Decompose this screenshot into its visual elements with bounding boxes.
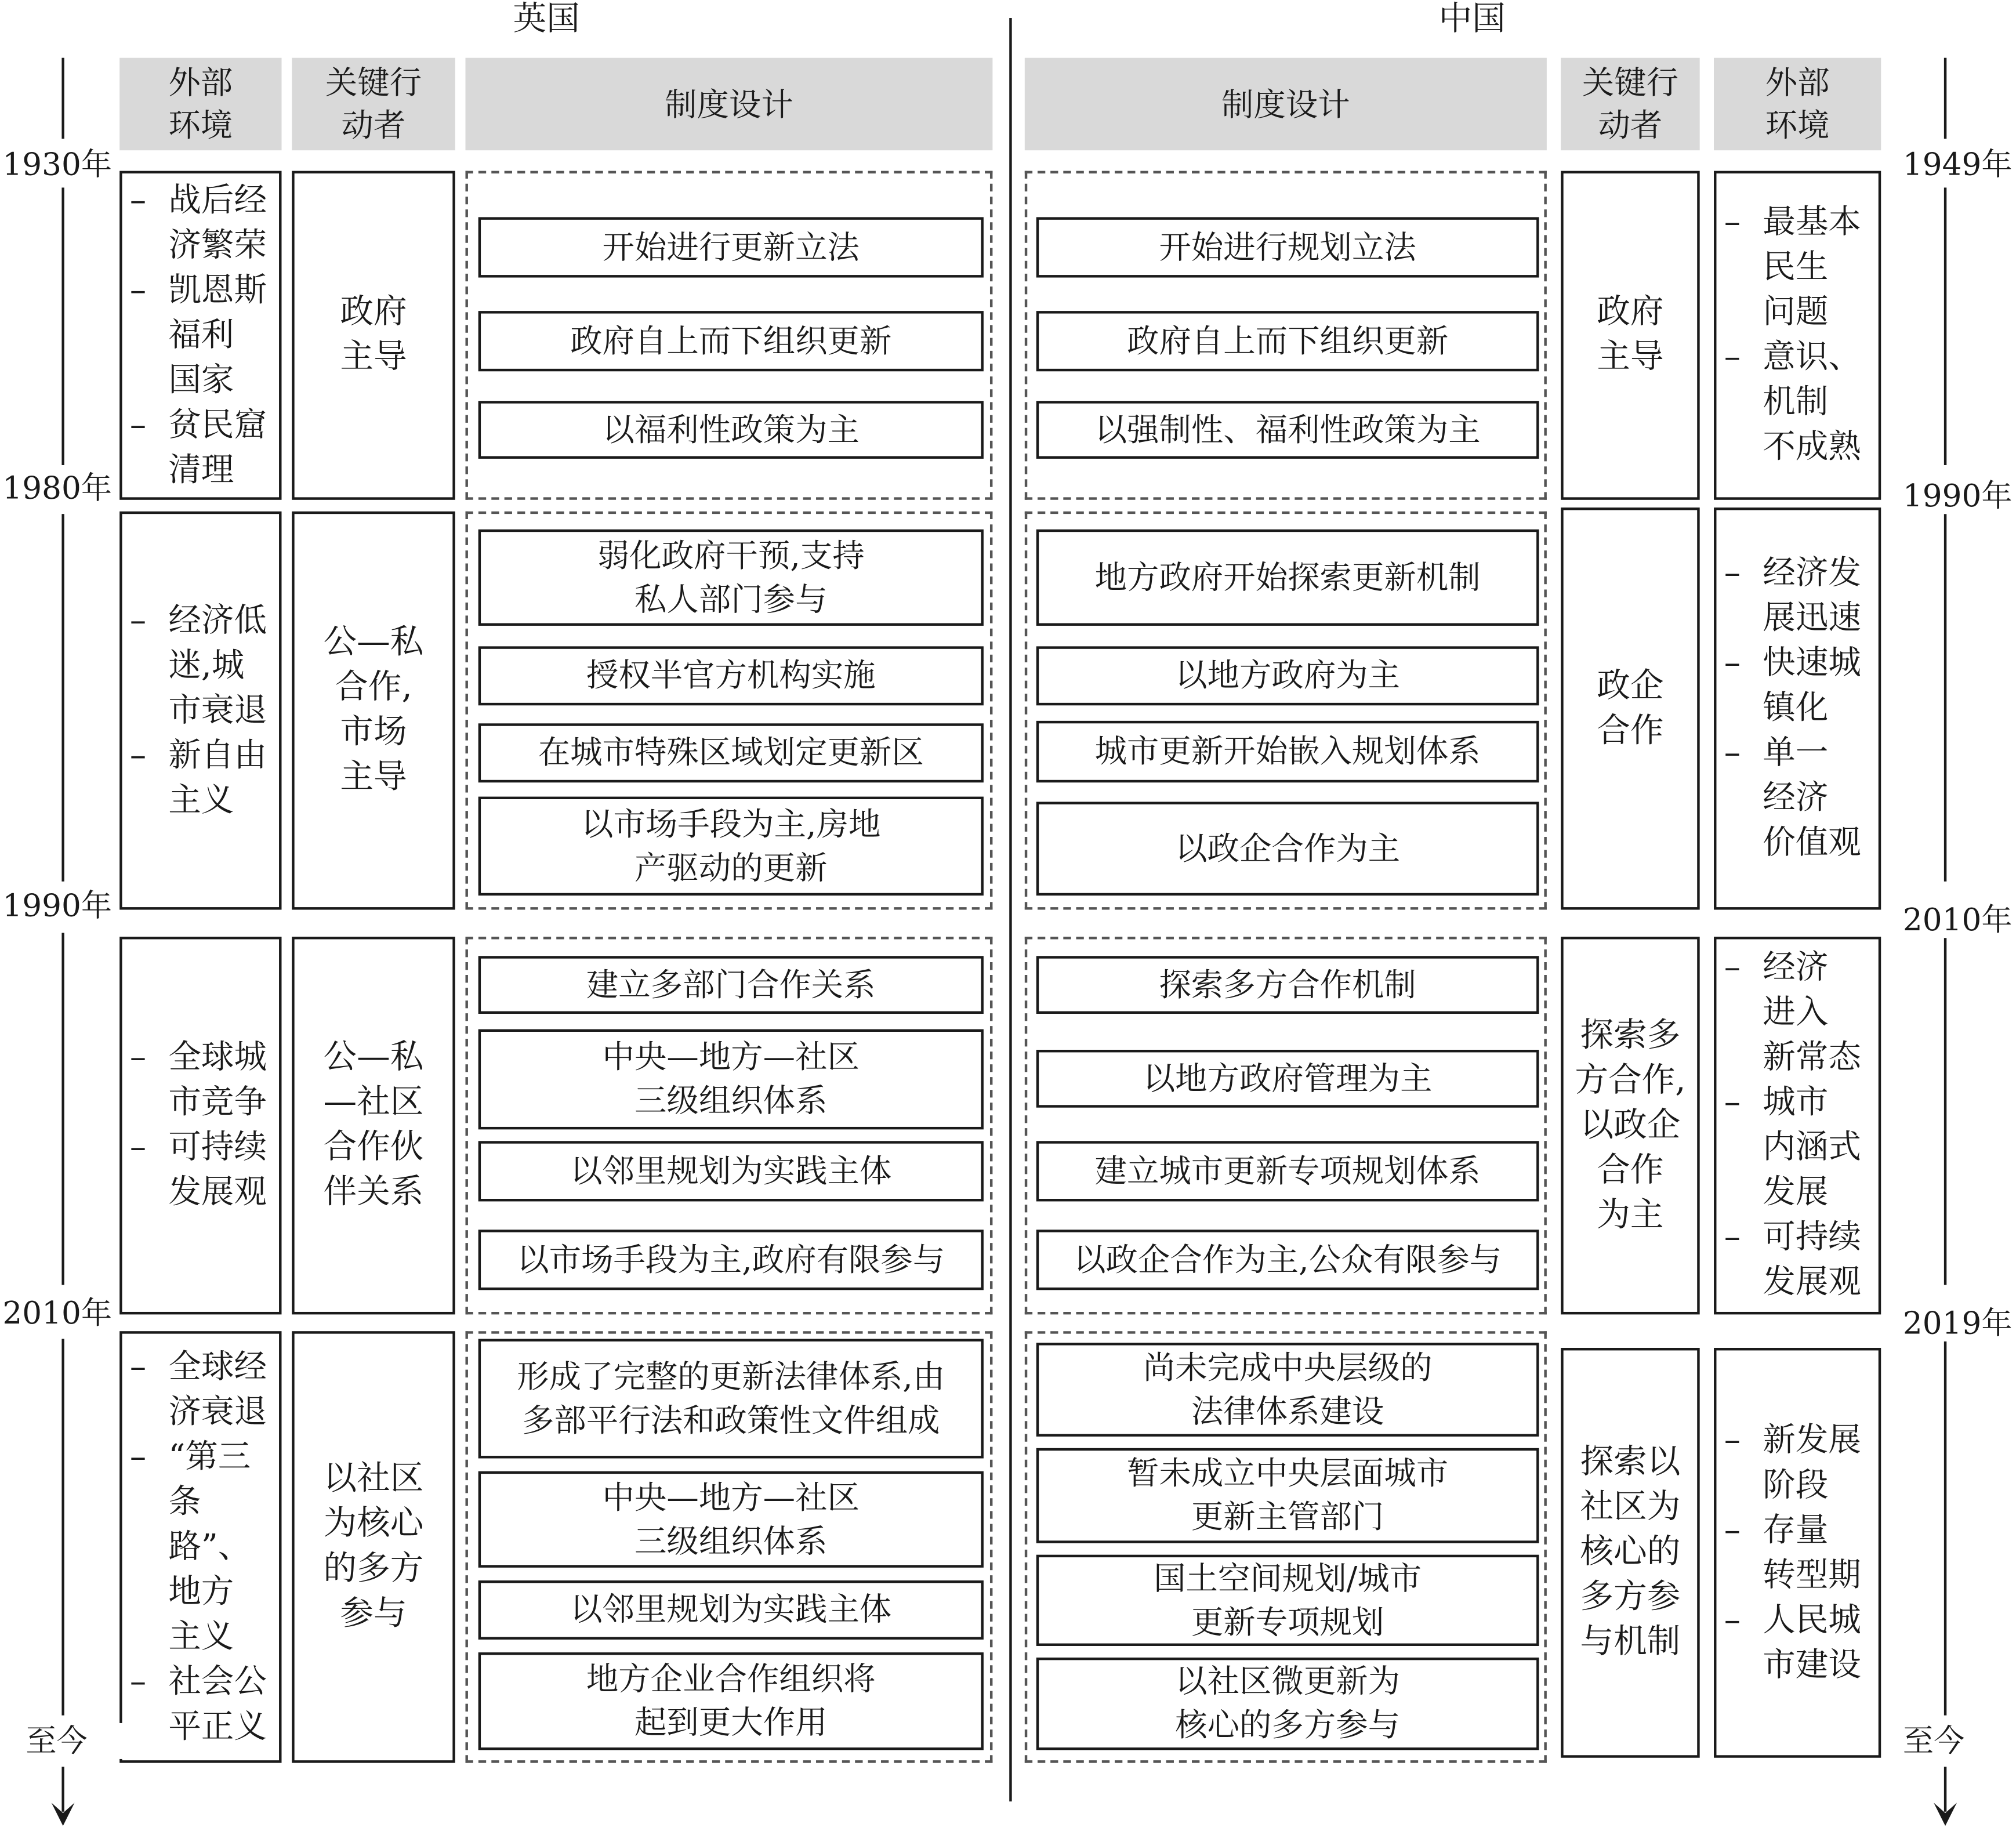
china-design-item: 开始进行规划立法	[1036, 217, 1539, 277]
uk-env-text: 经济低 迷,城 市衰退	[168, 600, 267, 730]
uk-actor-box: 公—私 —社区 合作伙 伴关系	[292, 937, 455, 1314]
china-env-item	[1724, 551, 1861, 641]
china-design-item: 以政企合作为主,公众有限参与	[1036, 1230, 1539, 1290]
china-env-list	[1724, 201, 1861, 470]
uk-header-actor: 关键行 动者	[292, 58, 455, 151]
china-env-box	[1714, 1348, 1881, 1758]
uk-env-item	[130, 268, 267, 403]
china-header-env: 外部 环境	[1714, 58, 1881, 151]
china-actor-box: 政府 主导	[1561, 171, 1699, 500]
china-design-item: 尚未完成中央层级的 法律体系建设	[1036, 1343, 1539, 1437]
china-env-item	[1724, 1508, 1861, 1598]
uk-env-text: 全球城 市竞争	[168, 1038, 267, 1122]
uk-design-item: 开始进行更新立法	[478, 217, 984, 277]
uk-design-item: 形成了完整的更新法律体系,由 多部平行法和政策性文件组成	[478, 1339, 984, 1458]
uk-env-text: 凯恩斯 福利 国家	[168, 270, 267, 399]
china-env-item	[1724, 641, 1861, 731]
china-timeline-axis	[1944, 187, 1946, 465]
china-env-text: 经济 进入 新常态	[1763, 948, 1861, 1077]
uk-design-item: 地方企业合作组织将 起到更大作用	[478, 1652, 984, 1750]
china-env-list	[1724, 946, 1861, 1306]
china-header-design: 制度设计	[1025, 58, 1547, 151]
china-env-text: 单一 经济 价值观	[1763, 734, 1861, 862]
china-design-item: 以强制性、福利性政策为主	[1036, 401, 1539, 459]
china-env-text: 城市 内涵式 发展	[1763, 1083, 1861, 1212]
china-env-text: 可持续 发展观	[1763, 1218, 1861, 1302]
china-year-label: 2019年	[1903, 1306, 2014, 1341]
uk-design-item: 以市场手段为主,房地 产驱动的更新	[478, 797, 984, 896]
china-title: 中国	[1438, 0, 1506, 39]
uk-env-item	[130, 1659, 279, 1749]
uk-timeline-axis	[61, 58, 64, 139]
china-design-item: 以地方政府管理为主	[1036, 1050, 1539, 1108]
uk-actor-box: 以社区 为核心 的多方 参与	[292, 1331, 455, 1763]
uk-env-text: 可持续 发展观	[168, 1128, 267, 1212]
uk-year-label: 1980年	[2, 470, 115, 506]
china-year-label: 1949年	[1903, 147, 2014, 183]
bullet-dash-icon: –	[129, 600, 147, 640]
uk-header-design: 制度设计	[465, 58, 992, 151]
china-timeline-axis	[1944, 58, 1946, 139]
uk-design-item: 以邻里规划为实践主体	[478, 1580, 984, 1640]
uk-env-box	[119, 512, 281, 910]
uk-year-label: 1930年	[2, 147, 115, 183]
china-env-text: 存量 转型期	[1763, 1510, 1861, 1594]
china-env-text: 新发展 阶段	[1763, 1420, 1861, 1504]
uk-timeline-axis	[61, 1339, 64, 1715]
china-env-box	[1714, 937, 1881, 1314]
bullet-dash-icon: –	[1724, 643, 1741, 683]
china-year-label: 1990年	[1903, 478, 2014, 514]
uk-design-item: 以邻里规划为实践主体	[478, 1141, 984, 1201]
uk-env-list	[130, 1344, 279, 1749]
uk-year-label: 1990年	[2, 888, 115, 924]
china-design-item: 地方政府开始探索更新机制	[1036, 530, 1539, 626]
uk-design-item: 中央—地方—社区 三级组织体系	[478, 1029, 984, 1130]
china-actor-box: 政企 合作	[1561, 507, 1699, 909]
uk-env-box	[119, 171, 281, 500]
uk-env-item	[130, 598, 267, 733]
china-env-text: 最基本 民生 问题	[1763, 203, 1861, 332]
china-env-item	[1724, 731, 1861, 866]
uk-env-text: 社会公 平正义	[168, 1662, 267, 1746]
bullet-dash-icon: –	[1724, 203, 1741, 242]
uk-header-env: 外部 环境	[119, 58, 281, 151]
uk-env-item	[130, 1435, 279, 1660]
china-design-item: 以地方政府为主	[1036, 646, 1539, 705]
uk-env-list	[130, 1036, 267, 1216]
uk-env-item	[130, 178, 267, 268]
china-env-text: 快速城 镇化	[1763, 643, 1861, 727]
bullet-dash-icon: –	[1724, 553, 1741, 593]
bullet-dash-icon: –	[1724, 1218, 1741, 1257]
china-env-item	[1724, 1598, 1861, 1688]
bullet-dash-icon: –	[129, 1437, 147, 1476]
bullet-dash-icon: –	[129, 270, 147, 309]
uk-env-item	[130, 1344, 279, 1434]
china-env-text: 经济发 展迅速	[1763, 553, 1861, 637]
uk-design-item: 授权半官方机构实施	[478, 646, 984, 705]
china-timeline-axis	[1944, 514, 1946, 882]
china-design-item: 国土空间规划/城市 更新专项规划	[1036, 1555, 1539, 1646]
bullet-dash-icon: –	[129, 1038, 147, 1077]
china-design-item: 以政企合作为主	[1036, 802, 1539, 895]
uk-design-item: 建立多部门合作关系	[478, 956, 984, 1014]
uk-actor-box: 公—私 合作, 市场 主导	[292, 512, 455, 910]
china-design-item: 建立城市更新专项规划体系	[1036, 1141, 1539, 1201]
bullet-dash-icon: –	[129, 180, 147, 219]
bullet-dash-icon: –	[129, 1128, 147, 1167]
china-env-item	[1724, 335, 1861, 470]
bullet-dash-icon: –	[129, 1662, 147, 1701]
uk-timeline-axis	[61, 187, 64, 465]
china-env-item	[1724, 1418, 1861, 1508]
china-env-list	[1724, 1418, 1861, 1688]
bullet-dash-icon: –	[129, 405, 147, 444]
uk-env-text: “第三 条路”、 地方 主义	[168, 1437, 251, 1656]
china-env-box	[1714, 507, 1881, 909]
bullet-dash-icon: –	[129, 735, 147, 774]
uk-year-label: 至今	[26, 1723, 139, 1759]
china-env-text: 意识、 机制 不成熟	[1763, 338, 1861, 467]
china-design-item: 暂未成立中央层面城市 更新主管部门	[1036, 1448, 1539, 1543]
china-timeline-axis	[1944, 933, 1946, 1285]
uk-design-item: 中央—地方—社区 三级组织体系	[478, 1471, 984, 1568]
uk-env-text: 贫民窟 清理	[168, 405, 267, 489]
uk-env-item	[130, 1126, 267, 1216]
china-actor-box: 探索多 方合作, 以政企 合作 为主	[1561, 937, 1699, 1314]
uk-env-item	[130, 733, 267, 823]
uk-actor-box: 政府 主导	[292, 171, 455, 500]
china-year-label: 至今	[1903, 1723, 2014, 1759]
china-design-item: 探索多方合作机制	[1036, 956, 1539, 1014]
uk-timeline-axis	[61, 933, 64, 1285]
china-actor-box: 探索以 社区为 核心的 多方参 与机制	[1561, 1348, 1699, 1758]
china-year-label: 2010年	[1903, 902, 2014, 938]
china-timeline-axis	[1944, 1339, 1946, 1715]
center-divider	[1009, 18, 1011, 1801]
uk-env-list	[130, 178, 267, 493]
uk-design-item: 弱化政府干预,支持 私人部门参与	[478, 530, 984, 626]
uk-env-box	[119, 1331, 281, 1763]
china-env-box	[1714, 171, 1881, 500]
bullet-dash-icon: –	[1724, 1083, 1741, 1122]
china-env-text: 人民城 市建设	[1763, 1600, 1861, 1684]
china-design-item: 政府自上而下组织更新	[1036, 311, 1539, 371]
uk-env-text: 新自由 主义	[168, 735, 267, 820]
uk-timeline-axis	[61, 514, 64, 882]
uk-title: 英国	[513, 0, 580, 39]
uk-timeline-arrow-icon	[50, 1803, 75, 1826]
uk-design-item: 以福利性政策为主	[478, 401, 984, 459]
uk-design-item: 在城市特殊区域划定更新区	[478, 723, 984, 782]
uk-design-item: 政府自上而下组织更新	[478, 311, 984, 371]
china-env-item	[1724, 1081, 1861, 1216]
uk-env-box	[119, 937, 281, 1314]
bullet-dash-icon: –	[1724, 734, 1741, 773]
bullet-dash-icon: –	[1724, 338, 1741, 377]
china-timeline-arrow-icon	[1932, 1803, 1958, 1826]
uk-year-label: 2010年	[2, 1295, 115, 1331]
bullet-dash-icon: –	[1724, 1510, 1741, 1549]
bullet-dash-icon: –	[1724, 1600, 1741, 1639]
china-env-item	[1724, 1216, 1861, 1306]
uk-env-list	[130, 598, 267, 823]
china-header-actor: 关键行 动者	[1561, 58, 1699, 151]
uk-design-item: 以市场手段为主,政府有限参与	[478, 1230, 984, 1290]
uk-env-item	[130, 1036, 267, 1126]
uk-env-item	[130, 403, 267, 493]
china-design-item: 城市更新开始嵌入规划体系	[1036, 721, 1539, 782]
china-env-list	[1724, 551, 1861, 866]
bullet-dash-icon: –	[1724, 948, 1741, 987]
china-env-item	[1724, 946, 1861, 1081]
china-design-item: 以社区微更新为 核心的多方参与	[1036, 1658, 1539, 1750]
bullet-dash-icon: –	[129, 1347, 147, 1386]
uk-env-text: 战后经 济繁荣	[168, 180, 267, 264]
china-env-item	[1724, 201, 1861, 336]
bullet-dash-icon: –	[1724, 1420, 1741, 1459]
uk-env-text: 全球经 济衰退	[168, 1347, 267, 1431]
